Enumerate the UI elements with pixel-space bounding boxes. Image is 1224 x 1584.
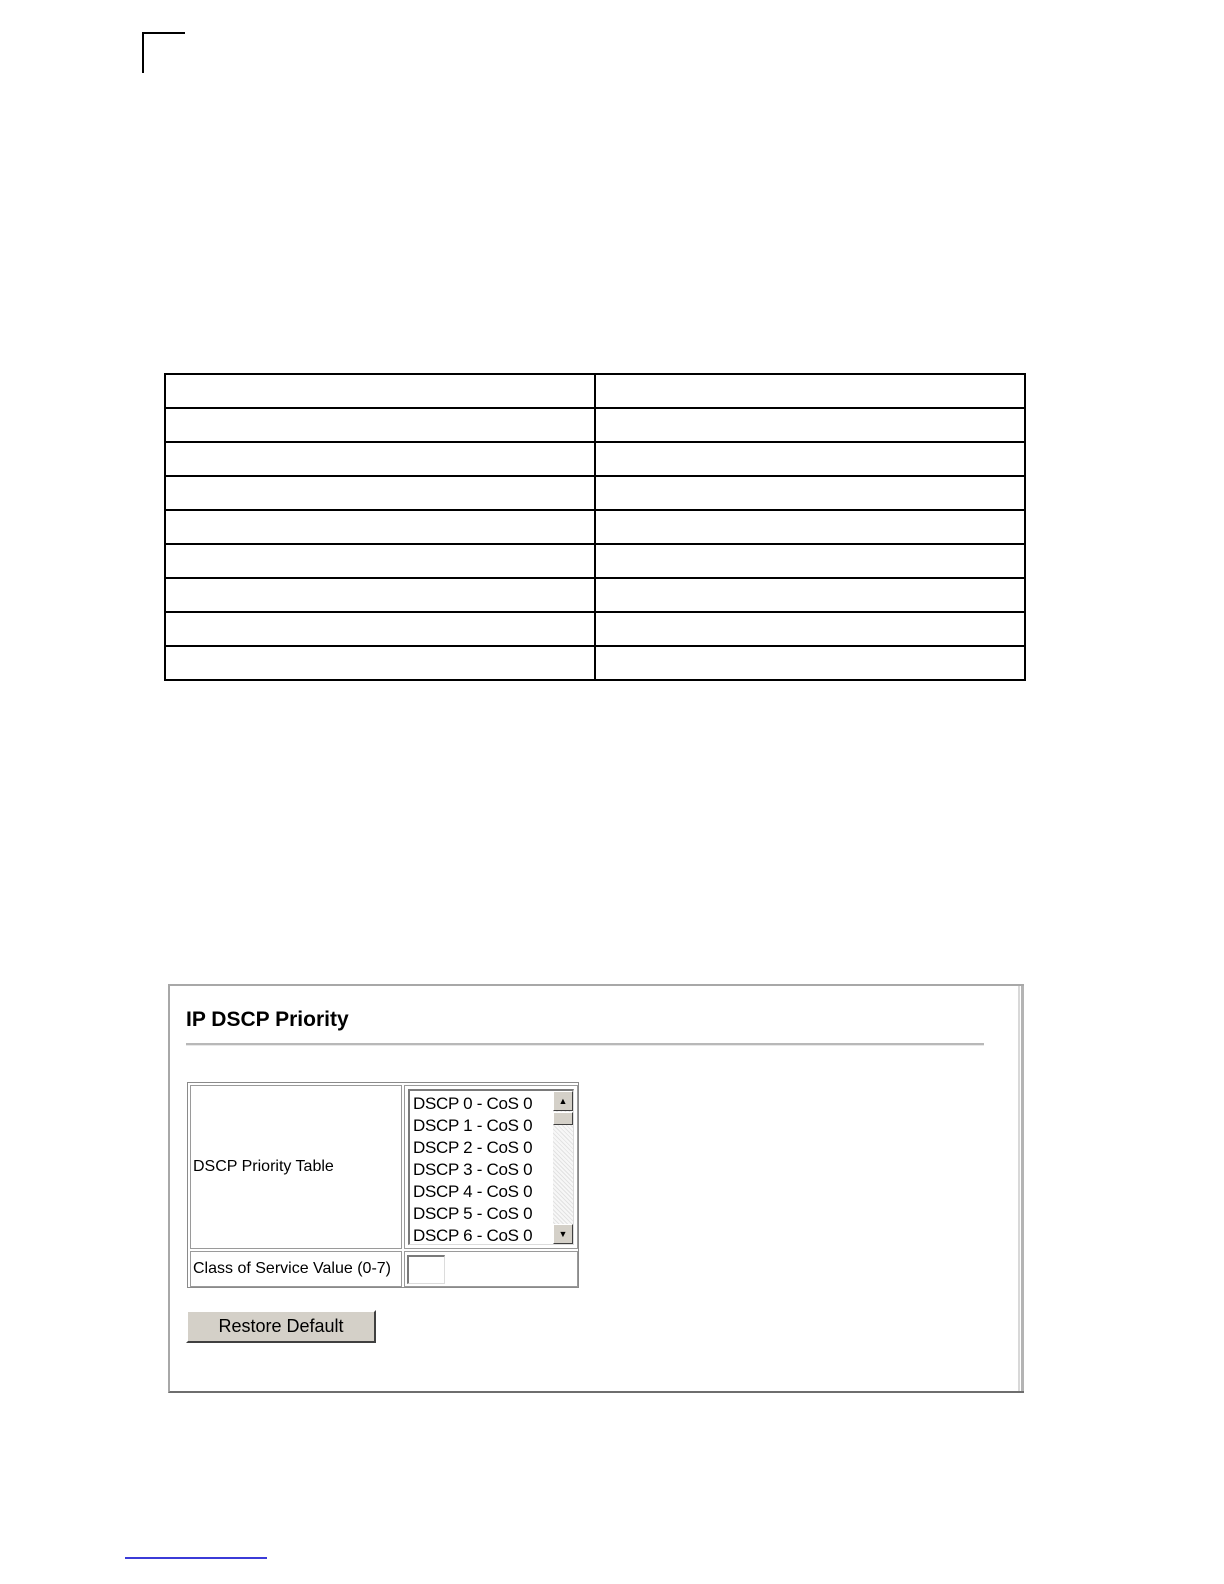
list-item[interactable]: DSCP 6 - CoS 0 xyxy=(413,1226,533,1245)
table-row xyxy=(165,408,1025,442)
table-cell xyxy=(165,646,595,680)
list-item[interactable]: DSCP 3 - CoS 0 xyxy=(413,1160,533,1179)
list-item[interactable]: DSCP 0 - CoS 0 xyxy=(413,1094,533,1113)
cos-value-label: Class of Service Value (0-7) xyxy=(190,1251,402,1287)
table-row xyxy=(165,646,1025,680)
table-cell xyxy=(165,544,595,578)
table-cell xyxy=(595,544,1025,578)
table-cell xyxy=(165,408,595,442)
table-cell xyxy=(165,612,595,646)
panel-right-border xyxy=(1018,986,1024,1391)
mapping-table xyxy=(164,373,1026,681)
table-cell xyxy=(165,442,595,476)
table-cell xyxy=(595,442,1025,476)
table-cell xyxy=(595,612,1025,646)
table-row xyxy=(165,442,1025,476)
crop-mark-horizontal xyxy=(142,32,185,34)
dscp-form xyxy=(187,1082,579,1288)
table-cell xyxy=(595,510,1025,544)
list-item[interactable]: DSCP 2 - CoS 0 xyxy=(413,1138,533,1157)
table-row xyxy=(165,544,1025,578)
table-cell xyxy=(595,476,1025,510)
table-cell xyxy=(165,476,595,510)
table-cell xyxy=(165,510,595,544)
table-cell xyxy=(595,646,1025,680)
mapping-table-body xyxy=(165,374,1025,680)
priority-table-cell xyxy=(404,1085,578,1249)
table-cell xyxy=(595,374,1025,408)
list-item[interactable]: DSCP 1 - CoS 0 xyxy=(413,1116,533,1135)
bottom-link-rule xyxy=(125,1557,267,1559)
restore-default-button[interactable]: Restore Default xyxy=(186,1310,376,1343)
list-item[interactable]: DSCP 5 - CoS 0 xyxy=(413,1204,533,1223)
scroll-thumb[interactable] xyxy=(553,1112,573,1125)
priority-table-label: DSCP Priority Table xyxy=(190,1085,402,1249)
title-divider xyxy=(186,1043,984,1046)
list-item[interactable]: DSCP 4 - CoS 0 xyxy=(413,1182,533,1201)
ip-dscp-priority-panel xyxy=(168,984,1024,1393)
table-cell xyxy=(165,578,595,612)
table-row xyxy=(165,578,1025,612)
scroll-up-icon[interactable]: ▲ xyxy=(553,1091,573,1111)
table-row xyxy=(165,510,1025,544)
dscp-priority-options xyxy=(413,1093,532,1245)
dscp-priority-listbox[interactable] xyxy=(408,1089,574,1245)
table-row xyxy=(165,476,1025,510)
table-row xyxy=(165,612,1025,646)
page-title: IP DSCP Priority xyxy=(186,1008,349,1031)
listbox-scrollbar[interactable] xyxy=(553,1091,573,1244)
table-cell xyxy=(165,374,595,408)
crop-mark-vertical xyxy=(142,32,144,73)
scroll-down-icon[interactable]: ▼ xyxy=(553,1224,573,1244)
table-cell xyxy=(595,408,1025,442)
table-row xyxy=(165,374,1025,408)
table-cell xyxy=(595,578,1025,612)
cos-value-cell xyxy=(404,1251,578,1287)
cos-value-input[interactable] xyxy=(407,1255,445,1284)
